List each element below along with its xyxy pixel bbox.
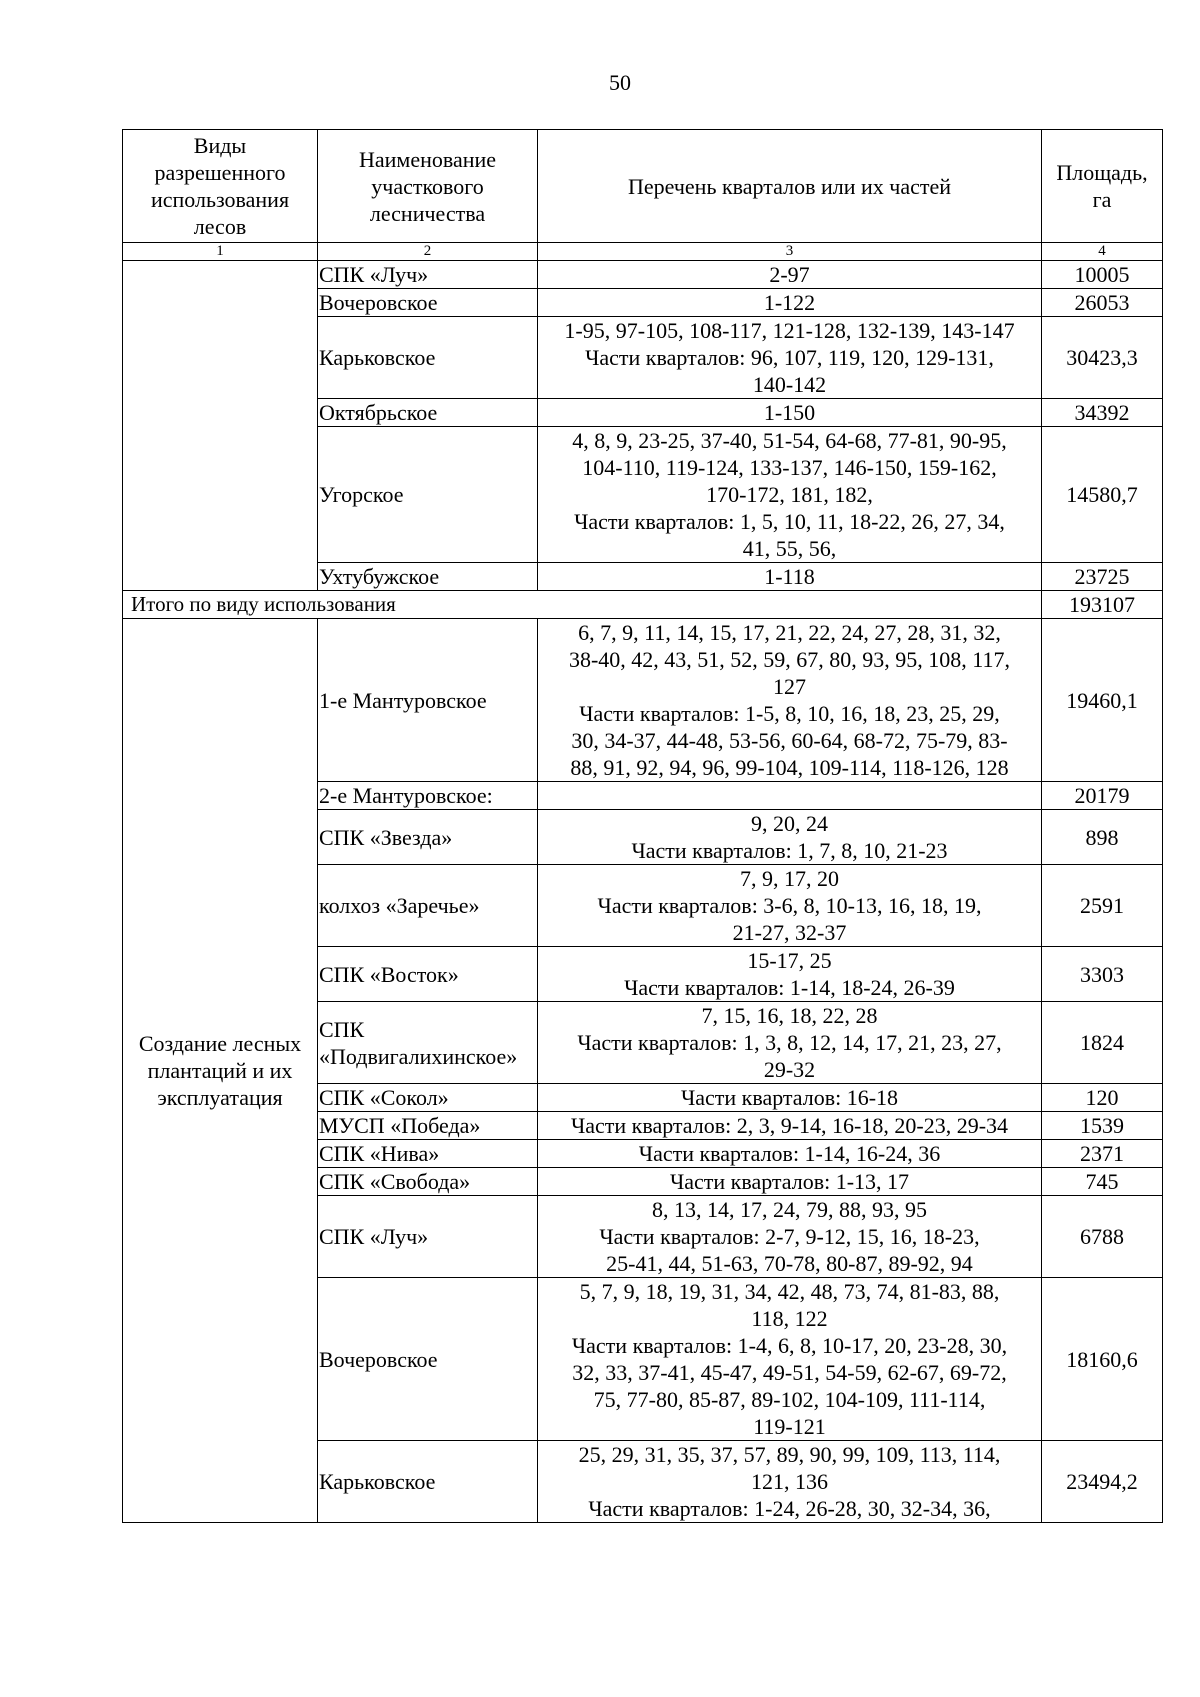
quarters-line: 1-95, 97-105, 108-117, 121-128, 132-139, 143-147 <box>564 318 1015 343</box>
quarters-list <box>538 289 1042 317</box>
forest-use-table <box>122 129 1163 1523</box>
quarters-line: 15-17, 25 <box>747 948 832 973</box>
section-2-body <box>123 619 1163 1523</box>
area-value: 20179 <box>1042 782 1163 810</box>
quarters-line: 29-32 <box>763 1057 816 1082</box>
forestry-name: СПК «Восток» <box>318 947 538 1002</box>
header-forestry-name: Наименование участкового лесничества <box>318 130 538 243</box>
forestry-name: Ухтубужское <box>318 563 538 591</box>
total-label: Итого по виду использования <box>123 591 1042 619</box>
quarters-line: 1-118 <box>764 564 815 589</box>
header-area: Площадь, га <box>1042 130 1163 243</box>
quarters-list <box>538 810 1042 865</box>
area-value: 10005 <box>1042 261 1163 289</box>
area-value: 120 <box>1042 1084 1163 1112</box>
area-value: 18160,6 <box>1042 1278 1163 1441</box>
quarters-list <box>538 782 1042 810</box>
forestry-name: Вочеровское <box>318 1278 538 1441</box>
area-value: 30423,3 <box>1042 317 1163 399</box>
area-value: 2591 <box>1042 865 1163 947</box>
quarters-list <box>538 1084 1042 1112</box>
quarters-line: 170-172, 181, 182, <box>706 482 873 507</box>
forestry-name: Карьковское <box>318 1441 538 1523</box>
quarters-line: Части кварталов: 3-6, 8, 10-13, 16, 18, 19, <box>597 893 982 918</box>
forestry-name: Октябрьское <box>318 399 538 427</box>
quarters-line: 32, 33, 37-41, 45-47, 49-51, 54-59, 62-67, 69-72, <box>572 1360 1007 1385</box>
quarters-list <box>538 261 1042 289</box>
column-number: 4 <box>1042 243 1163 261</box>
quarters-list <box>538 399 1042 427</box>
quarters-list <box>538 1168 1042 1196</box>
table-row <box>123 261 1163 289</box>
quarters-list <box>538 317 1042 399</box>
quarters-line: 7, 9, 17, 20 <box>740 866 839 891</box>
quarters-list <box>538 619 1042 782</box>
quarters-line: 5, 7, 9, 18, 19, 31, 34, 42, 48, 73, 74, 81-83, 88, <box>579 1279 1000 1304</box>
forestry-name: СПК «Луч» <box>318 1196 538 1278</box>
quarters-line: 140-142 <box>752 372 827 397</box>
quarters-line: 75, 77-80, 85-87, 89-102, 104-109, 111-114, <box>593 1387 986 1412</box>
quarters-list <box>538 563 1042 591</box>
header-quarters-list: Перечень кварталов или их частей <box>538 130 1042 243</box>
area-value: 2371 <box>1042 1140 1163 1168</box>
quarters-list <box>538 1140 1042 1168</box>
quarters-line: Части кварталов: 1, 5, 10, 11, 18-22, 26, 27, 34, <box>574 509 1005 534</box>
area-value: 34392 <box>1042 399 1163 427</box>
area-value: 23494,2 <box>1042 1441 1163 1523</box>
quarters-line: 119-121 <box>753 1414 826 1439</box>
quarters-line: 25-41, 44, 51-63, 70-78, 80-87, 89-92, 94 <box>606 1251 973 1276</box>
area-value: 19460,1 <box>1042 619 1163 782</box>
quarters-line: 30, 34-37, 44-48, 53-56, 60-64, 68-72, 75-79, 83- <box>571 728 1008 753</box>
quarters-line: Части кварталов: 1-14, 16-24, 36 <box>638 1141 941 1166</box>
quarters-line: Части кварталов: 1-4, 6, 8, 10-17, 20, 23-28, 30, <box>571 1333 1008 1358</box>
area-value: 745 <box>1042 1168 1163 1196</box>
quarters-line: 6, 7, 9, 11, 14, 15, 17, 21, 22, 24, 27, 28, 31, 32, <box>578 620 1001 645</box>
quarters-list <box>538 427 1042 563</box>
area-value: 3303 <box>1042 947 1163 1002</box>
area-value: 14580,7 <box>1042 427 1163 563</box>
forestry-name: СПК «Подвигалихинское» <box>318 1002 538 1084</box>
forestry-name: СПК «Нива» <box>318 1140 538 1168</box>
forestry-name: СПК «Звезда» <box>318 810 538 865</box>
quarters-list <box>538 865 1042 947</box>
quarters-line: 8, 13, 14, 17, 24, 79, 88, 93, 95 <box>652 1197 927 1222</box>
header-use-type: Виды разрешенного использования лесов <box>123 130 318 243</box>
quarters-line: 7, 15, 16, 18, 22, 28 <box>701 1003 878 1028</box>
area-value: 23725 <box>1042 563 1163 591</box>
quarters-line: Части кварталов: 16-18 <box>680 1085 899 1110</box>
area-value: 6788 <box>1042 1196 1163 1278</box>
use-type-cell: Создание лесных плантаций и их эксплуатация <box>123 619 318 1523</box>
column-number: 1 <box>123 243 318 261</box>
quarters-line: 127 <box>773 674 806 699</box>
quarters-line: 25, 29, 31, 35, 37, 57, 89, 90, 99, 109, 113, 114, <box>578 1442 1001 1467</box>
quarters-line: 21-27, 32-37 <box>732 920 847 945</box>
quarters-line: Части кварталов: 96, 107, 119, 120, 129-131, <box>585 345 994 370</box>
use-type-cell <box>123 261 318 591</box>
quarters-line <box>540 782 1039 809</box>
total-area: 193107 <box>1042 591 1163 619</box>
quarters-line: 2-97 <box>769 262 810 287</box>
quarters-line: 4, 8, 9, 23-25, 37-40, 51-54, 64-68, 77-81, 90-95, <box>572 428 1007 453</box>
forestry-name: колхоз «Заречье» <box>318 865 538 947</box>
quarters-line: 41, 55, 56, <box>742 536 837 561</box>
quarters-list <box>538 1278 1042 1441</box>
area-value: 1539 <box>1042 1112 1163 1140</box>
quarters-list <box>538 1002 1042 1084</box>
quarters-line: Части кварталов: 2-7, 9-12, 15, 16, 18-23, <box>599 1224 980 1249</box>
column-number-row <box>123 243 1163 261</box>
quarters-line: 38-40, 42, 43, 51, 52, 59, 67, 80, 93, 95, 108, 117, <box>568 647 1010 672</box>
area-value: 898 <box>1042 810 1163 865</box>
quarters-line: Части кварталов: 1-5, 8, 10, 16, 18, 23, 25, 29, <box>579 701 1000 726</box>
quarters-line: Части кварталов: 1, 3, 8, 12, 14, 17, 21, 23, 27, <box>577 1030 1002 1055</box>
column-number: 2 <box>318 243 538 261</box>
total-row <box>123 591 1163 619</box>
forestry-name: СПК «Свобода» <box>318 1168 538 1196</box>
table-row <box>123 619 1163 782</box>
quarters-list <box>538 1196 1042 1278</box>
quarters-list <box>538 1112 1042 1140</box>
quarters-line: 121, 136 <box>751 1469 828 1494</box>
quarters-line: 1-122 <box>763 290 816 315</box>
quarters-line: 9, 20, 24 <box>751 811 828 836</box>
forestry-name: 1-е Мантуровское <box>318 619 538 782</box>
quarters-line: 1-150 <box>763 400 816 425</box>
area-value: 1824 <box>1042 1002 1163 1084</box>
forestry-name: СПК «Луч» <box>318 261 538 289</box>
table-header-row <box>123 130 1163 243</box>
quarters-list <box>538 1441 1042 1523</box>
forestry-name: 2-е Мантуровское: <box>318 782 538 810</box>
forestry-name: СПК «Сокол» <box>318 1084 538 1112</box>
quarters-line: Части кварталов: 2, 3, 9-14, 16-18, 20-23, 29-34 <box>570 1113 1009 1138</box>
quarters-line: 118, 122 <box>751 1306 828 1331</box>
quarters-line: 104-110, 119-124, 133-137, 146-150, 159-162, <box>582 455 997 480</box>
quarters-line: Части кварталов: 1-14, 18-24, 26-39 <box>624 975 955 1000</box>
quarters-line: Части кварталов: 1-24, 26-28, 30, 32-34, 36, <box>588 1496 991 1521</box>
quarters-list <box>538 947 1042 1002</box>
quarters-line: Части кварталов: 1, 7, 8, 10, 21-23 <box>631 838 948 863</box>
forestry-name: Карьковское <box>318 317 538 399</box>
forestry-name: МУСП «Победа» <box>318 1112 538 1140</box>
forestry-name: Вочеровское <box>318 289 538 317</box>
quarters-line: Части кварталов: 1-13, 17 <box>669 1169 910 1194</box>
column-number: 3 <box>538 243 1042 261</box>
forestry-name: Угорское <box>318 427 538 563</box>
section-1-body <box>123 261 1163 591</box>
page-number: 50 <box>609 70 631 95</box>
area-value: 26053 <box>1042 289 1163 317</box>
quarters-line: 88, 91, 92, 94, 96, 99-104, 109-114, 118-126, 128 <box>570 755 1009 780</box>
